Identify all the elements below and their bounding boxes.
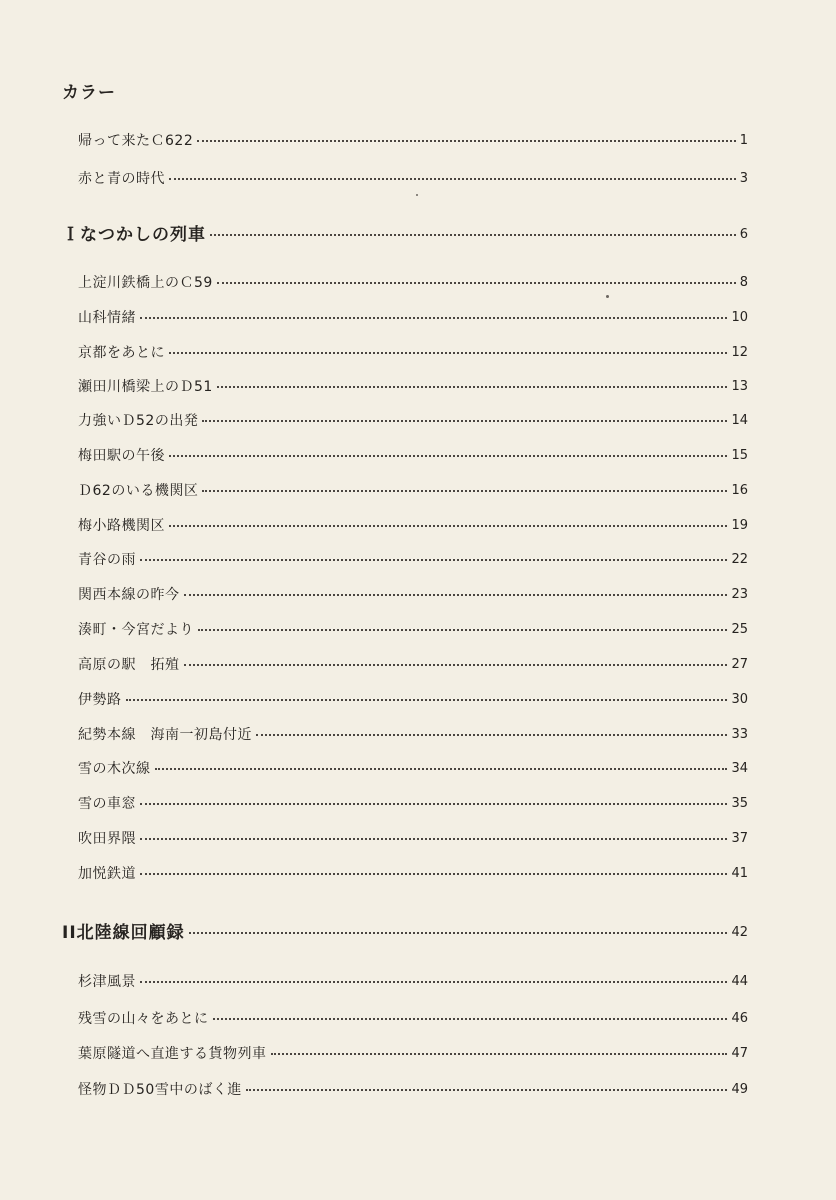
entry-page-number: 35 [731, 796, 748, 811]
toc-entry [0, 757, 836, 781]
toc-entry [0, 1007, 836, 1031]
dot-leader [169, 525, 727, 527]
paper-speck [606, 295, 609, 298]
toc-entry [0, 583, 836, 607]
entry-page-number: 25 [731, 622, 748, 637]
toc-entry [0, 548, 836, 572]
entry-title: 上淀川鉄橋上のＣ59 [78, 275, 213, 291]
part2-page-number: 42 [731, 925, 748, 940]
toc-entry [0, 1078, 836, 1102]
entry-title: 力強いＤ52の出発 [78, 413, 199, 429]
dot-leader [140, 981, 727, 983]
dot-leader [169, 352, 727, 354]
entry-page-number: 23 [731, 587, 748, 602]
toc-entry [0, 514, 836, 538]
entry-title: 高原の駅 拓殖 [78, 657, 180, 673]
toc-entry [0, 129, 836, 153]
entry-page-number: 10 [731, 310, 748, 325]
toc-entry [0, 167, 836, 191]
entry-page-number: 37 [731, 831, 748, 846]
dot-leader [155, 768, 728, 770]
dot-leader [198, 629, 727, 631]
toc-entry [0, 375, 836, 399]
entry-page-number: 34 [731, 761, 748, 776]
dot-leader [184, 594, 728, 596]
dot-leader [197, 140, 735, 142]
entry-page-number: 12 [731, 345, 748, 360]
entry-page-number: 8 [739, 275, 748, 290]
toc-entry [0, 970, 836, 994]
entry-title: 葉原隧道へ直進する貨物列車 [78, 1046, 267, 1062]
entry-title: 伊勢路 [78, 692, 122, 708]
part1-heading-row [0, 223, 836, 247]
entry-page-number: 14 [731, 413, 748, 428]
entry-page-number: 19 [731, 518, 748, 533]
entry-title: Ｄ62のいる機関区 [78, 483, 199, 499]
entry-page-number: 3 [739, 171, 748, 186]
toc-entry [0, 271, 836, 295]
entry-title: 怪物ＤＤ50雪中のばく進 [78, 1082, 242, 1098]
entry-title: 梅田駅の午後 [78, 448, 165, 464]
toc-entry [0, 444, 836, 468]
toc-entry [0, 306, 836, 330]
toc-entry [0, 1042, 836, 1066]
entry-page-number: 46 [731, 1011, 748, 1026]
dot-leader [217, 386, 728, 388]
toc-entry [0, 653, 836, 677]
dot-leader [256, 734, 727, 736]
entry-page-number: 41 [731, 866, 748, 881]
dot-leader [140, 873, 727, 875]
dot-leader [210, 234, 736, 236]
entry-page-number: 22 [731, 552, 748, 567]
toc-entry [0, 479, 836, 503]
entry-page-number: 33 [731, 727, 748, 742]
entry-title: 青谷の雨 [78, 552, 136, 568]
toc-entry [0, 409, 836, 433]
entry-page-number: 49 [731, 1082, 748, 1097]
entry-page-number: 15 [731, 448, 748, 463]
entry-title: 梅小路機関区 [78, 518, 165, 534]
entry-page-number: 44 [731, 974, 748, 989]
entry-title: 雪の木次線 [78, 761, 151, 777]
paper-speck [416, 194, 418, 196]
dot-leader [202, 420, 727, 422]
dot-leader [140, 559, 727, 561]
dot-leader [169, 455, 727, 457]
part2-heading: II北陸線回顧録 [62, 923, 185, 943]
entry-title: 瀬田川橋梁上のＤ51 [78, 379, 213, 395]
part2-heading-row [0, 921, 836, 945]
entry-page-number: 13 [731, 379, 748, 394]
entry-title: 山科情緒 [78, 310, 136, 326]
dot-leader [140, 803, 727, 805]
toc-entry [0, 688, 836, 712]
dot-leader [184, 664, 728, 666]
dot-leader [140, 838, 727, 840]
entry-title: 残雪の山々をあとに [78, 1011, 209, 1027]
dot-leader [217, 282, 736, 284]
entry-title: 紀勢本線 海南一初島付近 [78, 727, 252, 743]
dot-leader [169, 178, 736, 180]
dot-leader [140, 317, 727, 319]
entry-page-number: 27 [731, 657, 748, 672]
entry-title: 湊町・今宮だより [78, 622, 194, 638]
entry-page-number: 30 [731, 692, 748, 707]
dot-leader [202, 490, 727, 492]
toc-entry [0, 792, 836, 816]
entry-title: 雪の車窓 [78, 796, 136, 812]
entry-title: 杉津風景 [78, 974, 136, 990]
entry-title: 加悦鉄道 [78, 866, 136, 882]
dot-leader [271, 1053, 728, 1055]
toc-entry [0, 723, 836, 747]
section-heading-color: カラー [62, 83, 116, 103]
toc-entry [0, 862, 836, 886]
part1-heading: Ｉなつかしの列車 [62, 225, 206, 245]
entry-title: 赤と青の時代 [78, 171, 165, 187]
dot-leader [189, 932, 728, 934]
entry-page-number: 47 [731, 1046, 748, 1061]
entry-title: 吹田界隈 [78, 831, 136, 847]
dot-leader [126, 699, 728, 701]
toc-entry [0, 618, 836, 642]
toc-entry [0, 827, 836, 851]
dot-leader [246, 1089, 728, 1091]
toc-entry [0, 341, 836, 365]
entry-page-number: 1 [739, 133, 748, 148]
entry-page-number: 16 [731, 483, 748, 498]
part1-page-number: 6 [739, 227, 748, 242]
entry-title: 関西本線の昨今 [78, 587, 180, 603]
entry-title: 帰って来たＣ622 [78, 133, 194, 149]
dot-leader [213, 1018, 728, 1020]
entry-title: 京都をあとに [78, 345, 165, 361]
